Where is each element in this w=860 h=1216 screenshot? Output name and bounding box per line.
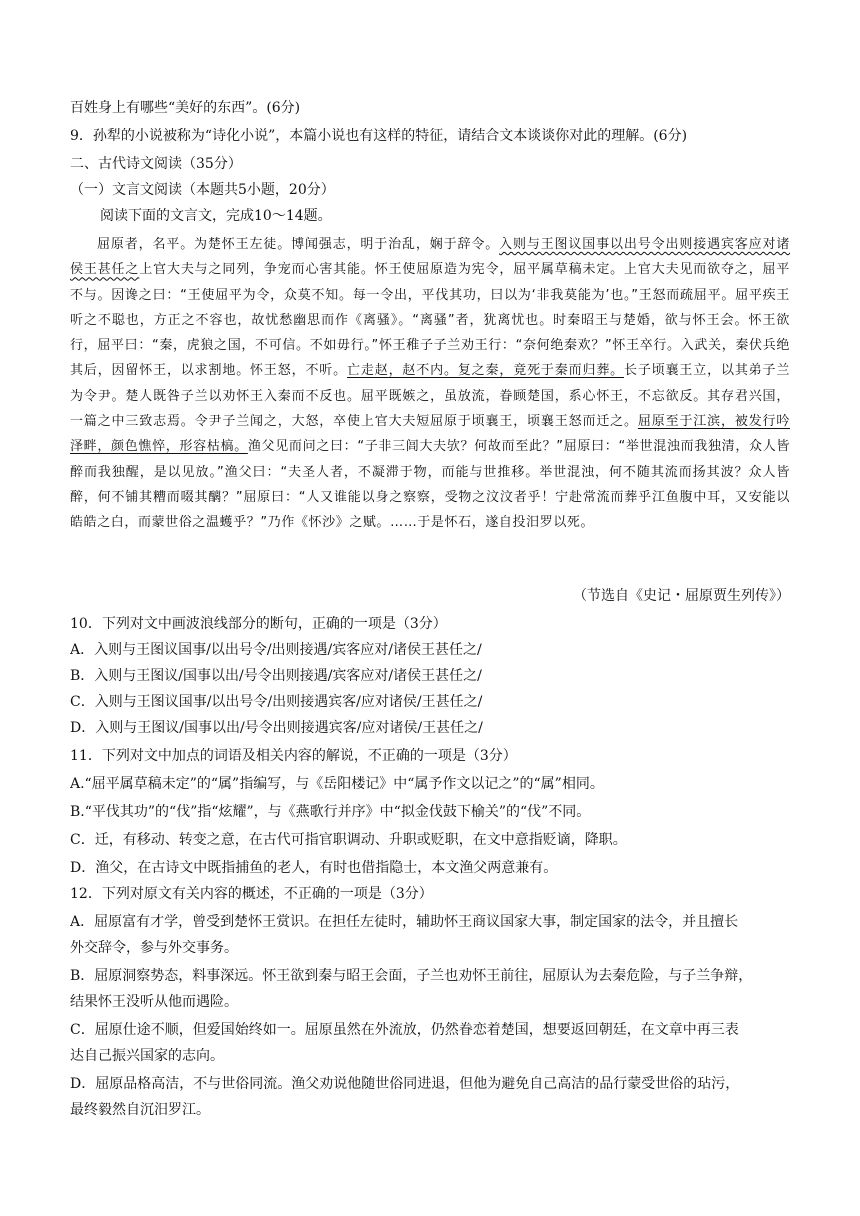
classical-passage [70,232,790,536]
underlined-sentence-2: 屈原至于江滨，被发行吟泽畔，颜色憔悴，形容枯槁。 [70,414,790,455]
passage-part-5: 长子顷襄王立，以其弟子兰为令尹。楚人既咎子兰以劝怀王入秦而不反也。屈平既嫉之，虽放流，眷顾楚国，系心怀王，不忘欲反。其存君兴国，一篇之中三致志焉。令尹子兰闻之，大怒，卒使上官大夫短屈原于顷襄王，顷襄王怒而迁之。 [70,363,790,430]
question-12-option-d-line2: 最终毅然自沉汨罗江。 [70,1102,210,1118]
question-11-option-a: A.“屈平属草稿未定”的“属”指编写，与《岳阳楼记》中“属予作文以记之”的“属”相同。 [70,776,604,792]
passage-source: （节选自《史记・屈原贾生列传》） [573,588,790,604]
question-10-stem: 10．下列对文中画波浪线部分的断句，正确的一项是（3分） [70,616,447,632]
passage-part-1: 屈原者，名平。为楚怀王左徒。博闻强志，明于治乱，娴于辞令。 [97,237,500,252]
wavy-underlined-sentence: 入则与王图议国事以出号令出则接遇宾客应对诸侯王甚任之 [70,237,790,278]
question-12-option-b-line2: 结果怀王没听从他而遇险。 [70,994,238,1010]
question-12-option-b-line1: B．屈原洞察势态，料事深远。怀王欲到秦与昭王会面，子兰也劝怀王前往，屈原认为去秦危险，与子兰争辩， [70,968,753,984]
question-10-option-d: D．入则与王图议/国事以出/号令出则接遇宾客/应对诸侯/王甚任之/ [70,720,483,736]
question-12-option-d-line1: D．屈原品格高洁，不与世俗同流。渔父劝说他随世俗同进退，但他为避免自己高洁的品行蒙受世俗的玷污， [70,1076,740,1092]
question-10-option-a: A．入则与王图议国事/以出号令/出则接遇/宾客应对/诸侯王甚任之/ [70,642,482,658]
section-heading: 二、古代诗文阅读（35分） [70,156,242,172]
passage-part-3: 上官大夫与之同列，争宠而心害其能。怀王使屈原造为宪令，屈平属草稿未定。上官大夫见而欲夺之，屈平不与。因谗之曰：“王使屈平为令，众莫不知。每一令出，平伐其功，曰以为‘非我莫能为’也。”王怒而疏屈平。屈平疾王听之不聪也，方正之不容也，故忧愁幽思而作《离骚》。“离骚”者，犹离忧也。时秦昭王与楚婚，欲与怀王会。怀王欲行，屈平曰：“秦，虎狼之国，不可信。不如毋行。”怀王稚子子兰劝王行：“奈何绝秦欢？”怀王卒行。入武关，秦伏兵绝其后，因留怀王，以求割地。怀王怒，不听。 [70,262,790,379]
question-12-option-a-line1: A．屈原富有才学，曾受到楚怀王赏识。在担任左徒时，辅助怀王商议国家大事，制定国家的法令，并且擅长 [70,914,739,930]
question-10-option-c: C．入则与王图议国事/以出号令/出则接遇宾客/应对诸侯/王甚任之/ [70,694,483,710]
question-12-option-a-line2: 外交辞令，参与外交事务。 [70,940,238,956]
question-11-option-c: C．迁，有移动、转变之意，在古代可指官职调动、升职或贬职，在文中意指贬谪，降职。 [70,832,627,848]
question-10-option-b: B．入则与王图议/国事以出/号令出则接遇/宾客应对/诸侯王甚任之/ [70,668,482,684]
question-11-stem: 11．下列对文中加点的词语及相关内容的解说，不正确的一项是（3分） [70,748,517,764]
question-12-option-c-line2: 达自己振兴国家的志向。 [70,1048,224,1064]
reading-instruction: 阅读下面的文言文，完成10～14题。 [100,208,332,224]
question-11-option-b: B.“平伐其功”的“伐”指“炫耀”，与《燕歌行并序》中“拟金伐鼓下榆关”的“伐”不同。 [70,804,591,820]
question-12-option-c-line1: C．屈原仕途不顺，但爱国始终如一。屈原虽然在外流放，仍然眷恋着楚国，想要返回朝廷，在文章中再三表 [70,1022,739,1038]
q8-tail: 百姓身上有哪些“美好的东西”。(6分) [70,100,301,116]
passage-part-7: 渔父见而问之曰：“子非三闾大夫欤？何故而至此？”屈原曰：“举世混浊而我独清，众人皆醉而我独醒，是以见放。”渔父曰：“夫圣人者，不凝滞于物，而能与世推移。举世混浊，何不随其流而扬其波？众人皆醉，何不铺其糟而啜其醨？”屈原曰：“人又谁能以身之察察，受物之汶汶者乎！宁赴常流而葬乎江鱼腹中耳，又安能以皓皓之白，而蒙世俗之温蠖乎？”乃作《怀沙》之赋。……于是怀石，遂自投汨罗以死。 [70,439,790,531]
question-9: 9．孙犁的小说被称为“诗化小说”，本篇小说也有这样的特征，请结合文本谈谈你对此的理解。(6分) [70,128,688,144]
question-11-option-d: D．渔父，在古诗文中既指捕鱼的老人，有时也借指隐士，本文渔父两意兼有。 [70,860,558,876]
underlined-sentence-1: 亡走赵，赵不内。复之秦，竟死于秦而归葬。 [347,363,625,379]
question-12-stem: 12．下列对原文有关内容的概述，不正确的一项是（3分） [70,886,433,902]
subsection-heading: （一）文言文阅读（本题共5小题，20分） [70,182,335,198]
